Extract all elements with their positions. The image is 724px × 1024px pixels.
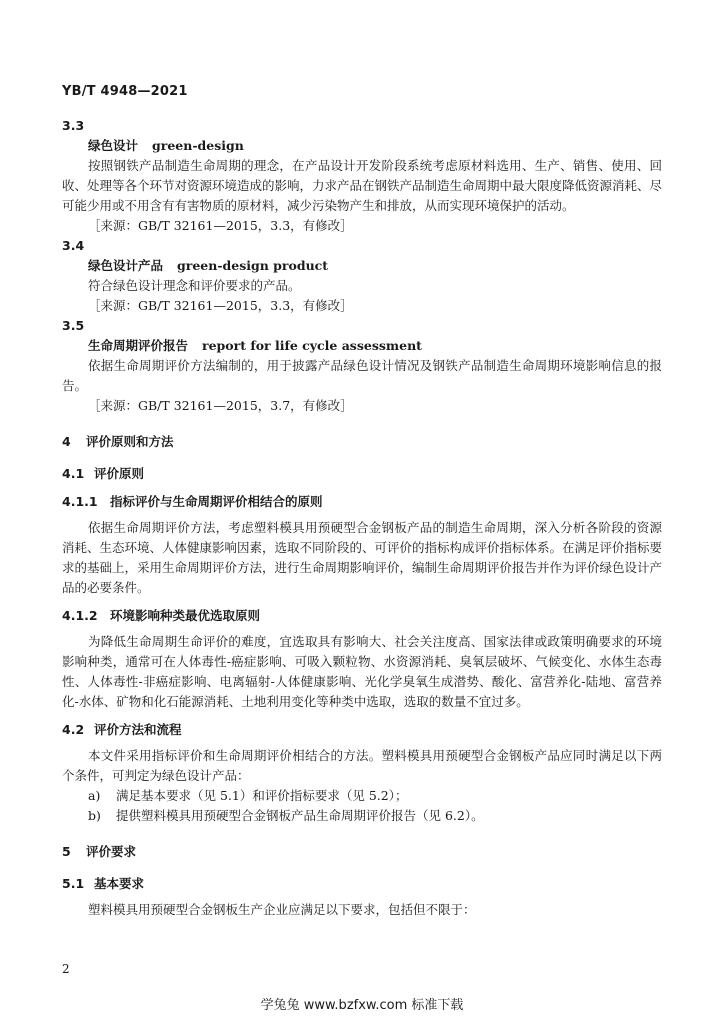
page-content (62, 116, 662, 920)
page-number: 2 (62, 962, 70, 976)
term-english: report for life cycle assessment (202, 338, 422, 353)
subsection-number: 5.1 (62, 876, 85, 891)
footer-watermark: 学兔兔 www.bzfxw.com 标准下载 (260, 998, 464, 1013)
term-source: ［来源：GB/T 32161—2015，3.3，有修改］ (88, 298, 353, 313)
term-source: ［来源：GB/T 32161—2015，3.3，有修改］ (88, 218, 353, 233)
list-item (62, 786, 662, 806)
subsection-heading (62, 464, 662, 484)
clause-heading-number: 4.1.2 (62, 608, 98, 623)
body-paragraph: 为降低生命周期生命评价的难度，宜选取具有影响大、社会关注度高、国家法律或政策明确要求的环境影响种类，通常可在人体毒性-癌症影响、可吸入颗粒物、水资源消耗、臭氧层破坏、气候变化、水体生态毒性、人体毒性-非癌症影响、电离辐射-人体健康影响、光化学臭氧生成潜势、酸化、富营养化-陆地、富营养化-水体、矿物和化石能源消耗、土地利用变化等种类中选取，选取的数量不宜过多。 (62, 634, 662, 709)
clause-heading-number: 4.1.1 (62, 494, 98, 509)
subsection-heading (62, 720, 662, 740)
section-title: 评价原则和方法 (86, 434, 174, 449)
subsection-title: 基本要求 (94, 876, 145, 891)
term-chinese: 生命周期评价报告 (88, 338, 189, 353)
term-chinese: 绿色设计产品 (88, 258, 164, 273)
term-english: green-design (152, 138, 244, 153)
term-chinese: 绿色设计 (88, 138, 139, 153)
term-english: green-design product (177, 258, 329, 273)
body-paragraph: 本文件采用指标评价和生命周期评价相结合的方法。塑料模具用预硬型合金钢板产品应同时满足以下两个条件，可判定为绿色设计产品： (62, 748, 662, 783)
section-heading (62, 432, 662, 452)
section-heading (62, 842, 662, 862)
section-title: 评价要求 (86, 844, 137, 859)
list-item-text: 满足基本要求（见 5.1）和评价指标要求（见 5.2）； (116, 788, 408, 803)
clause-number: 3.4 (62, 238, 85, 253)
term-source: ［来源：GB/T 32161—2015，3.7，有修改］ (88, 398, 353, 413)
list-item (62, 806, 662, 826)
subsection-heading (62, 874, 662, 894)
section-number: 4 (62, 434, 71, 449)
list-marker: b) (88, 808, 101, 823)
term-heading (62, 136, 662, 156)
subsection-title: 评价方法和流程 (94, 722, 182, 737)
section-number: 5 (62, 844, 71, 859)
clause-heading-title: 环境影响种类最优选取原则 (110, 608, 261, 623)
clause-heading-title: 指标评价与生命周期评价相结合的原则 (110, 494, 323, 509)
clause-number: 3.3 (62, 118, 85, 133)
standard-id: YB/T 4948—2021 (62, 84, 188, 99)
clause-heading (62, 492, 662, 512)
subsection-number: 4.1 (62, 466, 85, 481)
body-paragraph: 依据生命周期评价方法，考虑塑料模具用预硬型合金钢板产品的制造生命周期，深入分析各阶段的资源消耗、生态环境、人体健康影响因素，选取不同阶段的、可评价的指标构成评价指标体系。在满足评价指标要求的基础上，采用生命周期评价方法，进行生命周期影响评价，编制生命周期评价报告并作为评价绿色设计产品的必要条件。 (62, 520, 663, 595)
body-paragraph: 塑料模具用预硬型合金钢板生产企业应满足以下要求，包括但不限于： (88, 902, 476, 917)
term-heading (62, 256, 662, 276)
subsection-number: 4.2 (62, 722, 85, 737)
clause-number: 3.5 (62, 318, 85, 333)
subsection-title: 评价原则 (94, 466, 145, 481)
term-definition: 依据生命周期评价方法编制的，用于披露产品绿色设计情况及钢铁产品制造生命周期环境影响信息的报告。 (62, 358, 662, 393)
term-heading (62, 336, 662, 356)
term-definition: 按照钢铁产品制造生命周期的理念，在产品设计开发阶段系统考虑原材料选用、生产、销售、使用、回收、处理等各个环节对资源环境造成的影响，力求产品在钢铁产品制造生命周期中最大限度降低资源消耗、尽可能少用或不用含有有害物质的原材料，减少污染物产生和排放，从而实现环境保护的活动。 (62, 158, 663, 213)
clause-heading (62, 606, 662, 626)
term-definition: 符合绿色设计理念和评价要求的产品。 (88, 278, 301, 293)
list-marker: a) (88, 788, 101, 803)
list-item-text: 提供塑料模具用预硬型合金钢板产品生命周期评价报告（见 6.2）。 (116, 808, 484, 823)
